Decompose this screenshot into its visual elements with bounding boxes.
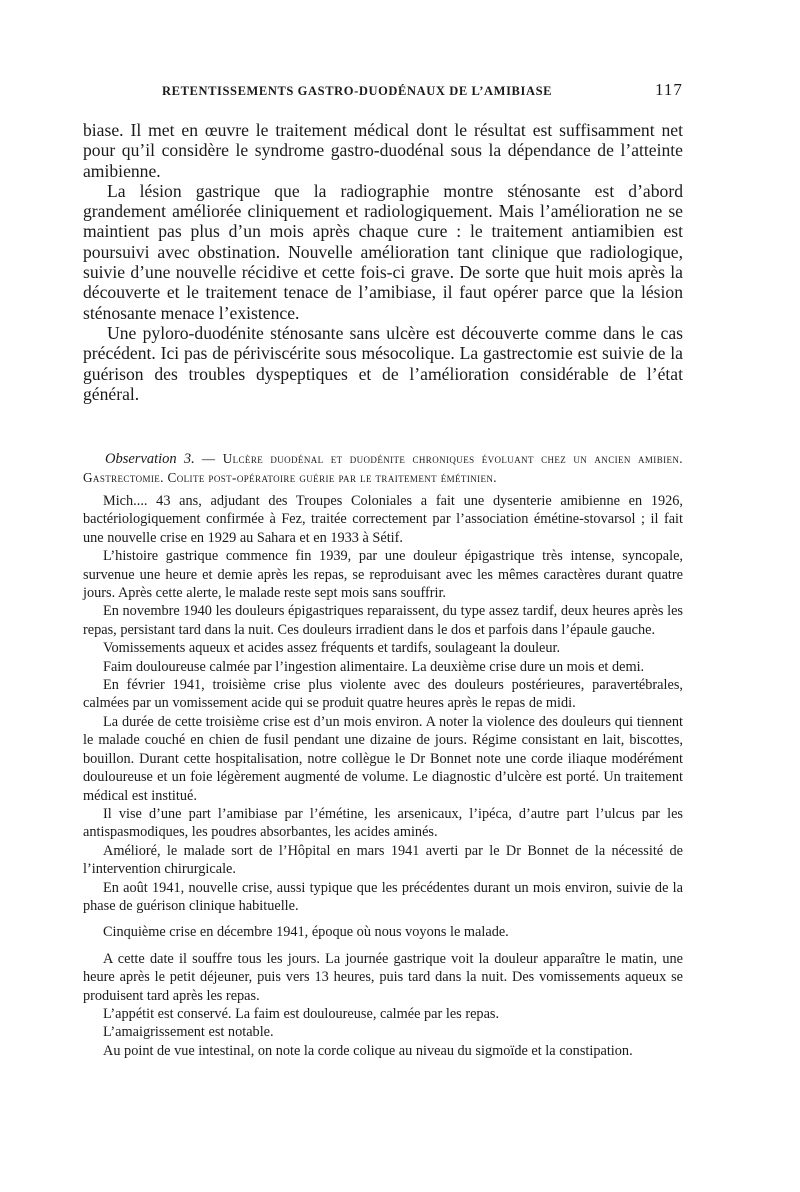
observation-section bbox=[83, 450, 683, 1060]
observation-paragraph: Au point de vue intestinal, on note la corde colique au niveau du sigmoïde et la constipation. bbox=[103, 1042, 633, 1059]
observation-paragraph: Il vise d’une part l’amibiase par l’émétine, les arsenicaux, l’ipéca, d’autre part l’ulcus par les antispasmodiques, les poudres absorbantes, les acides aminés. bbox=[83, 805, 683, 841]
observation-paragraph: L’appétit est conservé. La faim est douloureuse, calmée par les repas. bbox=[103, 1005, 500, 1022]
paragraph: La lésion gastrique que la radiographie montre sténosante est d’abord grandement améliorée cliniquement et radiologiquement. Mais l’amélioration ne se maintient pas plus d’un mois après chaque cure : le traitement antiamibien est poursuivi avec obstination. Nouvelle amélioration tant clinique que radiologique, suivie d’une nouvelle récidive et cette fois-ci grave. De sorte que huit mois après la découverte et le traitement tenace de l’amibiase, il faut opérer parce que la lésion sténosante menace l’existence. bbox=[83, 180, 683, 323]
paragraph: biase. Il met en œuvre le traitement médical dont le résultat est suffisamment net pour qu’il considère le syndrome gastro-duodénal sous la dépendance de l’atteinte amibienne. bbox=[83, 120, 683, 181]
page-number: 117 bbox=[655, 80, 683, 99]
observation-paragraph: En février 1941, troisième crise plus violente avec des douleurs postérieures, paravertébrales, calmées par un vomissement acide qui se produit quatre heures après le repas de midi. bbox=[83, 677, 683, 712]
observation-paragraph: A cette date il souffre tous les jours. La journée gastrique voit la douleur apparaître le matin, une heure après le petit déjeuner, puis vers 13 heures, puis tard dans la nuit. Des vomissements aqueux se produisent tard après les repas. bbox=[83, 950, 683, 1004]
observation-paragraph: En novembre 1940 les douleurs épigastriques reparaissent, du type assez tardif, deux heures après les repas, persistant tard dans la nuit. Ces douleurs irradient dans le dos et parfois dans l’épaule gauche. bbox=[83, 603, 683, 638]
observation-paragraph: L’histoire gastrique commence fin 1939, par une douleur épigastrique très intense, syncopale, survenue une heure et demie après les repas, se reproduisant avec les mêmes caractères durant quatre jours. Après cette alerte, le malade reste sept mois sans souffrir. bbox=[83, 548, 683, 602]
observation-paragraph: La durée de cette troisième crise est d’un mois environ. A noter la violence des douleurs qui tiennent le malade couché en chien de fusil pendant une dizaine de jours. Régime consistant en lait, biscottes, bouillon. Durant cette hospitalisation, notre collègue le Dr Bonnet note une corde iliaque modérément douloureuse et un foie légèrement augmenté de volume. Le diagnostic d’ulcère est porté. Un traitement médical est institué. bbox=[83, 713, 683, 804]
paragraph: Une pyloro-duodénite sténosante sans ulcère est découverte comme dans le cas précédent. Ici pas de périviscérite sous mésocolique. La gastrectomie est suivie de la guérison des troubles dyspeptiques et de l’amélioration considérable de l’état général. bbox=[83, 322, 683, 404]
observation-label: Observation 3. bbox=[105, 451, 195, 467]
observation-paragraph: Faim douloureuse calmée par l’ingestion alimentaire. La deuxième crise dure un mois et demi. bbox=[103, 658, 645, 675]
running-title: RETENTISSEMENTS GASTRO-DUODÉNAUX DE L’AMIBIASE bbox=[162, 84, 553, 98]
observation-paragraph: Vomissements aqueux et acides assez fréquents et tardifs, soulageant la douleur. bbox=[103, 640, 561, 657]
observation-paragraph: Mich.... 43 ans, adjudant des Troupes Coloniales a fait une dysenterie amibienne en 1926, bactériologiquement confirmée à Fez, traitée correctement par l’association émétine-stovarsol ; il fait une nouvelle crise en 1929 au Sahara et en 1933 à Sétif. bbox=[83, 493, 683, 546]
observation-paragraph: En août 1941, nouvelle crise, aussi typique que les précédentes durant un mois environ, suivie de la phase de guérison clinique habituelle. bbox=[83, 879, 683, 914]
observation-paragraph: L’amaigrissement est notable. bbox=[103, 1024, 274, 1041]
observation-paragraph: Amélioré, le malade sort de l’Hôpital en mars 1941 averti par le Dr Bonnet de la nécessité de l’intervention chirurgicale. bbox=[83, 842, 683, 878]
observation-text bbox=[83, 492, 683, 1060]
body-text bbox=[83, 120, 683, 404]
observation-heading bbox=[83, 450, 683, 487]
observation-title: — Ulcère duodénal et duodénite chroniques évoluant chez un ancien amibien. Gastrectomie. Colite post-opératoire guérie par le traitement émétinien. bbox=[83, 451, 684, 485]
observation-paragraph: Cinquième crise en décembre 1941, époque où nous voyons le malade. bbox=[103, 924, 509, 941]
